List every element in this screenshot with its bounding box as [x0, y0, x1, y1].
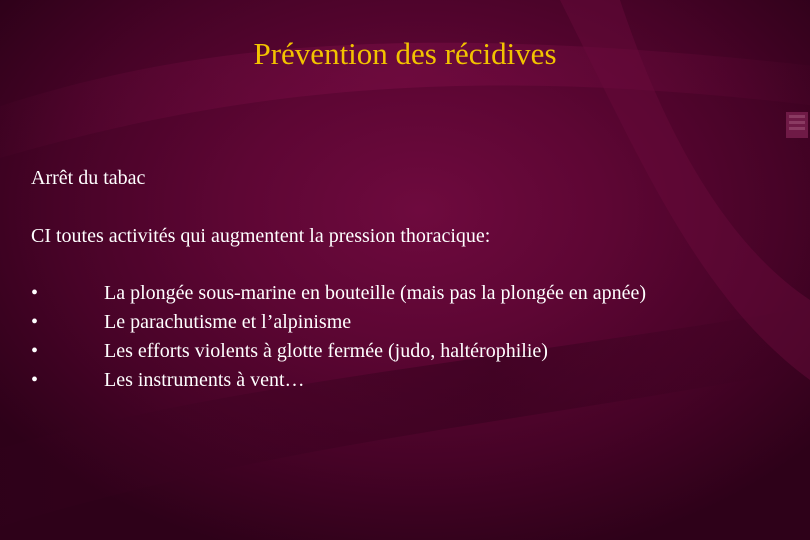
bullet-dot: • [31, 340, 39, 362]
bullet-dot: • [31, 282, 39, 304]
bullet-dot: • [31, 369, 39, 391]
bullet-text-diving: La plongée sous-marine en bouteille (mais pas la plongée en apnée) [104, 282, 647, 304]
bullet-text-wind-instruments: Les instruments à vent… [104, 369, 305, 391]
paragraph-smoking-cessation: Arrêt du tabac [31, 167, 146, 189]
paragraph-contraindications: CI toutes activités qui augmentent la pression thoracique: [31, 225, 491, 247]
bullet-dot: • [31, 311, 39, 333]
bullet-text-efforts: Les efforts violents à glotte fermée (judo, haltérophilie) [104, 340, 548, 362]
slide-title: Prévention des récidives [253, 36, 557, 71]
slide-corner-mark [786, 112, 808, 138]
bullet-text-parachuting: Le parachutisme et l’alpinisme [104, 311, 352, 333]
